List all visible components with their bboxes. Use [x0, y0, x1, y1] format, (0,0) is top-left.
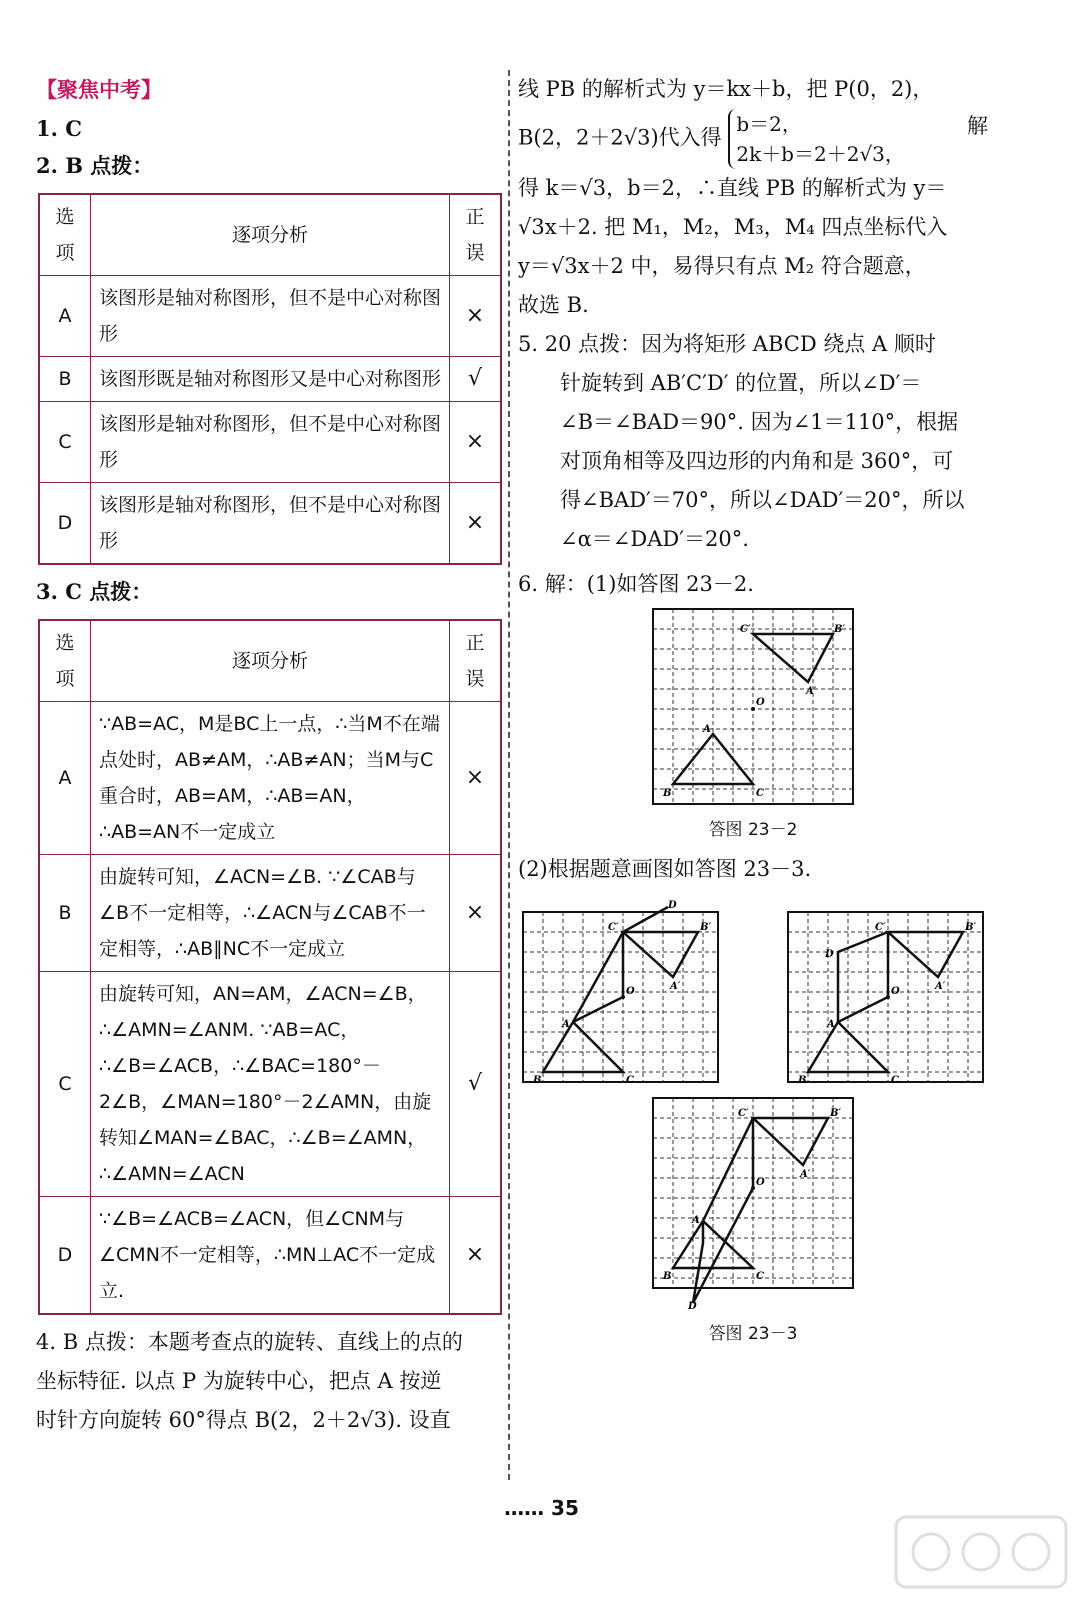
- option-cell: B: [39, 357, 91, 402]
- analysis-cell: 该图形既是轴对称图形又是中心对称图形: [91, 357, 450, 402]
- answer-6: 6. 解：(1)如答图 23－2.: [518, 572, 754, 596]
- equation-1: b＝2，: [736, 112, 802, 136]
- label-o: O: [891, 986, 900, 997]
- answer-4-cont: √3x＋2. 把 M₁，M₂，M₃，M₄ 四点坐标代入: [518, 215, 948, 239]
- figure-23-3-b: [783, 897, 988, 1087]
- analysis-cell: 该图形是轴对称图形，但不是中心对称图形: [91, 402, 450, 483]
- answer-2-text: 2. B 点拨：: [36, 153, 154, 178]
- analysis-cell: ∵AB=AC，M是BC上一点，∴当M不在端点处时，AB≠AM，∴AB≠AN；当M与C重合时，AB=AM，∴AB=AN，∴AB=AN不一定成立: [91, 702, 450, 855]
- answer-4-line: 4. B 点拨：本题考查点的旋转、直线上的点的: [36, 1330, 463, 1354]
- header-analysis: 逐项分析: [91, 620, 450, 702]
- answer-4-line: 坐标特征. 以点 P 为旋转中心，把点 A 按逆: [36, 1369, 442, 1393]
- label-b: B: [663, 788, 672, 799]
- figure-23-3-a: [518, 897, 723, 1087]
- option-cell: A: [39, 276, 91, 357]
- label-b: B: [663, 1271, 672, 1282]
- label-a1: A′: [806, 686, 817, 697]
- mark-cell: ×: [450, 855, 502, 972]
- label-d: D: [688, 1301, 697, 1312]
- answer-5-line: 5. 20 点拨：因为将矩形 ABCD 绕点 A 顺时: [518, 332, 936, 356]
- label-b: B: [798, 1075, 807, 1086]
- header-correct: 正误: [450, 620, 502, 702]
- system-lead: B(2，2＋2√3)代入得: [518, 125, 722, 150]
- answer-5-line: 对顶角相等及四边形的内角和是 360°，可: [560, 449, 954, 473]
- label-b1: B′: [834, 624, 846, 635]
- center-point: [751, 707, 755, 711]
- table-row: [39, 702, 501, 855]
- label-a: A: [703, 724, 711, 735]
- figure-23-2: [648, 604, 858, 809]
- label-d: D: [825, 949, 834, 960]
- option-cell: D: [39, 483, 91, 565]
- answer-4-line: 时针方向旋转 60°得点 B(2，2＋2√3). 设直: [36, 1408, 451, 1432]
- column-divider: [508, 70, 510, 1480]
- mark-cell: √: [450, 972, 502, 1197]
- label-b1: B′: [965, 922, 977, 933]
- label-c: C: [756, 788, 764, 799]
- answer-2: [36, 147, 502, 185]
- answer-4-cont: 故选 B.: [518, 293, 589, 317]
- table-row: [39, 1197, 501, 1315]
- label-c: C: [891, 1075, 899, 1086]
- figure-23-3-caption: 答图 23－3: [708, 1324, 798, 1344]
- figure-23-3-top-row: [518, 897, 988, 1087]
- answer-6-part-2: (2)根据题意画图如答图 23－3.: [518, 857, 812, 881]
- option-cell: C: [39, 972, 91, 1197]
- label-b1: B′: [830, 1108, 842, 1119]
- answer-5-line: 得∠BAD′＝70°，所以∠DAD′＝20°，所以: [560, 488, 965, 512]
- analysis-cell: 该图形是轴对称图形，但不是中心对称图形: [91, 483, 450, 565]
- option-cell: A: [39, 702, 91, 855]
- mark-cell: ×: [450, 276, 502, 357]
- page-number: …… 35: [504, 1496, 579, 1520]
- label-b: B: [533, 1075, 542, 1086]
- table-row: [39, 357, 501, 402]
- construction-lines: [673, 1118, 828, 1303]
- answer-5-line: ∠B＝∠BAD＝90°. 因为∠1＝110°，根据: [560, 410, 959, 434]
- answer-4-cont: 线 PB 的解析式为 y＝kx＋b，把 P(0，2)，: [518, 77, 934, 101]
- label-o: O: [626, 986, 635, 997]
- equation-2: 2k＋b＝2＋2√3，: [736, 142, 905, 166]
- mark-cell: √: [450, 357, 502, 402]
- analysis-cell: 由旋转可知，AN=AM，∠ACN=∠B，∴∠AMN=∠ANM. ∵AB=AC，∴∠B=∠ACB，∴∠BAC=180°－2∠B，∠MAN=180°－2∠AMN，由旋转知∠MAN=∠BAC，∴∠B=∠AMN，∴∠AMN=∠ACN: [91, 972, 450, 1197]
- answer-1: 1. C: [36, 116, 82, 141]
- figure-23-2-caption: 答图 23－2: [708, 820, 798, 840]
- label-a1: A′: [670, 981, 681, 992]
- answer-4-system-line: [518, 109, 988, 169]
- label-o: O: [756, 697, 765, 708]
- analysis-cell: 该图形是轴对称图形，但不是中心对称图形: [91, 276, 450, 357]
- figure-23-3-c: [648, 1093, 858, 1313]
- label-c1: C′: [608, 922, 619, 933]
- header-correct: 正误: [450, 194, 502, 276]
- label-c1: C′: [875, 922, 886, 933]
- table-row: [39, 483, 501, 565]
- table-header: [39, 194, 501, 276]
- mark-cell: ×: [450, 483, 502, 565]
- option-cell: B: [39, 855, 91, 972]
- table-header: [39, 620, 501, 702]
- label-c: C: [756, 1271, 764, 1282]
- label-c: C: [626, 1075, 634, 1086]
- mark-cell: ×: [450, 702, 502, 855]
- answer-3-text: 3. C 点拨：: [36, 579, 153, 604]
- mark-cell: ×: [450, 402, 502, 483]
- label-d: D: [668, 900, 677, 911]
- section-title: 【聚焦中考】: [36, 78, 162, 102]
- option-cell: D: [39, 1197, 91, 1315]
- watermark-icon: [891, 1512, 1071, 1592]
- label-c1: C′: [740, 624, 751, 635]
- right-column: [518, 70, 988, 1354]
- label-a1: A′: [935, 981, 946, 992]
- analysis-table-2: [38, 193, 502, 565]
- analysis-cell: ∵∠B=∠ACB=∠ACN，但∠CNM与∠CMN不一定相等，∴MN⊥AC不一定成立.: [91, 1197, 450, 1315]
- answer-5-line: ∠α＝∠DAD′＝20°.: [560, 527, 749, 551]
- grid-lines: [653, 609, 853, 804]
- analysis-table-3: [38, 619, 502, 1315]
- label-a1: A′: [800, 1169, 811, 1180]
- header-analysis: 逐项分析: [91, 194, 450, 276]
- analysis-cell: 由旋转可知，∠ACN=∠B. ∵∠CAB与∠B不一定相等，∴∠ACN与∠CAB不一定相等，∴AB∥NC不一定成立: [91, 855, 450, 972]
- table-row: [39, 972, 501, 1197]
- equation-system: [728, 109, 905, 169]
- answer-4-cont: y＝√3x＋2 中，易得只有点 M₂ 符合题意，: [518, 254, 926, 278]
- answer-4-cont: 得 k＝√3，b＝2，∴直线 PB 的解析式为 y＝: [518, 176, 947, 200]
- header-option: 选项: [39, 620, 91, 702]
- label-c1: C′: [738, 1108, 749, 1119]
- system-tail: 解: [967, 114, 988, 138]
- answer-3: [36, 573, 502, 611]
- table-row: [39, 402, 501, 483]
- table-row: [39, 276, 501, 357]
- table-row: [39, 855, 501, 972]
- option-cell: C: [39, 402, 91, 483]
- label-b1: B′: [700, 922, 712, 933]
- left-column: [36, 70, 502, 1440]
- header-option: 选项: [39, 194, 91, 276]
- label-a: A: [692, 1215, 700, 1226]
- mark-cell: ×: [450, 1197, 502, 1315]
- label-o: O: [756, 1177, 765, 1188]
- answer-5-line: 针旋转到 AB′C′D′ 的位置，所以∠D′＝: [560, 371, 922, 395]
- label-a: A: [562, 1019, 570, 1030]
- label-a: A: [827, 1019, 835, 1030]
